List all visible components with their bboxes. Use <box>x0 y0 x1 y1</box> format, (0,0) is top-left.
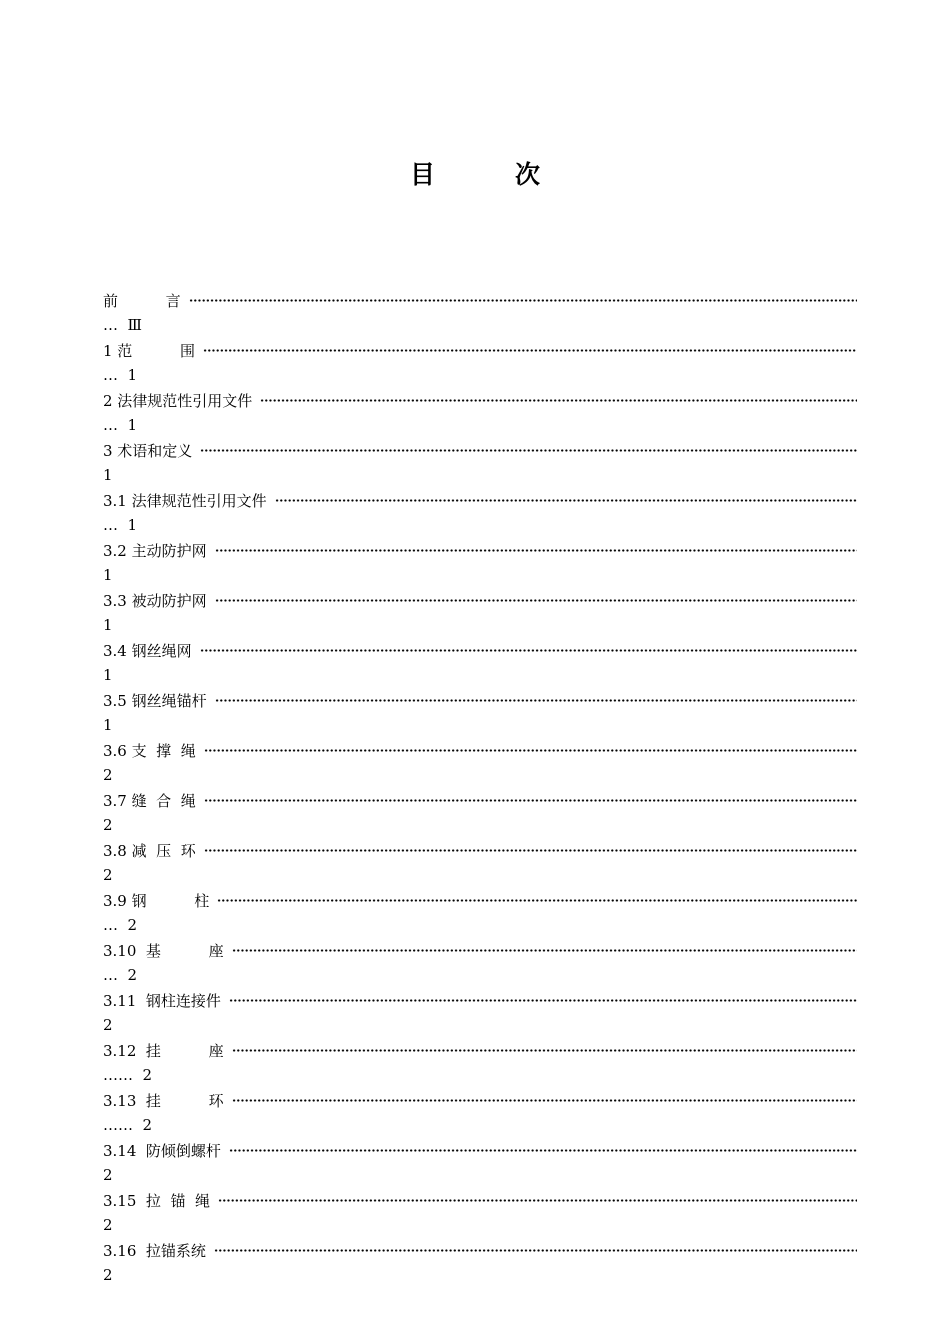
toc-entry-page: 2 <box>103 1216 113 1234</box>
toc-entry-title: 3.7 缝 合 绳 <box>103 792 196 810</box>
toc-dot-leader <box>204 788 857 813</box>
toc-entry-page: …… 2 <box>103 1066 153 1084</box>
toc-entry-page: 2 <box>103 766 113 784</box>
toc-entry-title: 1 范 围 <box>103 342 195 360</box>
toc-entry[interactable] <box>103 588 857 638</box>
toc-entry-title: 3.5 钢丝绳锚杆 <box>103 692 207 710</box>
toc-entry-page: 2 <box>103 866 113 884</box>
toc-entry-page: … 1 <box>103 516 138 534</box>
toc-dot-leader <box>232 1038 857 1063</box>
toc-entry-title: 3.4 钢丝绳网 <box>103 642 192 660</box>
toc-entry[interactable] <box>103 838 857 888</box>
toc-entry-page: 1 <box>103 616 113 634</box>
page-title <box>0 158 950 192</box>
toc-entry-title: 3.9 钢 柱 <box>103 892 210 910</box>
toc-entry[interactable] <box>103 1138 857 1188</box>
toc-entry[interactable] <box>103 488 857 538</box>
toc-entry[interactable] <box>103 1088 857 1138</box>
toc-dot-leader <box>214 1238 857 1263</box>
toc-entry-page: 1 <box>103 666 113 684</box>
toc-entry-page: … 1 <box>103 416 138 434</box>
toc-entry[interactable] <box>103 538 857 588</box>
toc-entry[interactable] <box>103 1038 857 1088</box>
toc-entry[interactable] <box>103 1188 857 1238</box>
title-spacer <box>435 158 515 192</box>
toc-entry-page: 2 <box>103 1166 113 1184</box>
toc-entry[interactable] <box>103 788 857 838</box>
title-right-char: 次 <box>515 160 541 189</box>
toc-entry-page: 2 <box>103 1266 113 1284</box>
toc-entry[interactable] <box>103 1238 857 1288</box>
toc-entry[interactable] <box>103 288 857 338</box>
toc-dot-leader <box>217 888 857 913</box>
toc-entry-page: 1 <box>103 716 113 734</box>
toc-entry-page: 1 <box>103 566 113 584</box>
toc-entry[interactable] <box>103 388 857 438</box>
toc-entry-title: 3.14 防倾倒螺杆 <box>103 1142 221 1160</box>
toc-dot-leader <box>204 838 857 863</box>
title-left-char: 目 <box>409 160 435 189</box>
toc-dot-leader <box>260 388 857 413</box>
toc-dot-leader <box>200 638 857 663</box>
toc-dot-leader <box>275 488 857 513</box>
toc-entry-page: …… 2 <box>103 1116 153 1134</box>
toc-entry-page: … Ⅲ <box>103 316 143 334</box>
toc-dot-leader <box>200 438 857 463</box>
toc-dot-leader <box>218 1188 857 1213</box>
toc-entry-title: 3.1 法律规范性引用文件 <box>103 492 267 510</box>
toc-entry-title: 3.15 拉 锚 绳 <box>103 1192 211 1210</box>
toc-entry[interactable] <box>103 888 857 938</box>
toc-entry-page: 1 <box>103 466 113 484</box>
table-of-contents <box>103 288 857 1288</box>
toc-entry[interactable] <box>103 438 857 488</box>
toc-entry[interactable] <box>103 988 857 1038</box>
toc-dot-leader <box>229 1138 857 1163</box>
toc-entry-page: 2 <box>103 1016 113 1034</box>
toc-entry-title: 3.3 被动防护网 <box>103 592 207 610</box>
toc-entry-page: … 2 <box>103 916 138 934</box>
toc-entry[interactable] <box>103 338 857 388</box>
toc-dot-leader <box>204 738 857 763</box>
toc-entry-title: 3.8 减 压 环 <box>103 842 196 860</box>
toc-entry-title: 前 言 <box>103 292 181 310</box>
toc-dot-leader <box>215 688 857 713</box>
toc-entry-title: 3.12 挂 座 <box>103 1042 224 1060</box>
toc-entry-page: … 1 <box>103 366 138 384</box>
toc-dot-leader <box>215 588 857 613</box>
toc-entry[interactable] <box>103 688 857 738</box>
toc-entry-title: 3.13 挂 环 <box>103 1092 224 1110</box>
toc-dot-leader <box>215 538 857 563</box>
toc-entry-title: 3.11 钢柱连接件 <box>103 992 221 1010</box>
toc-dot-leader <box>229 988 857 1013</box>
toc-dot-leader <box>203 338 857 363</box>
toc-entry[interactable] <box>103 938 857 988</box>
toc-entry-title: 3.16 拉锚系统 <box>103 1242 206 1260</box>
toc-entry-title: 3 术语和定义 <box>103 442 193 460</box>
toc-entry-title: 3.10 基 座 <box>103 942 224 960</box>
toc-dot-leader <box>189 288 857 313</box>
toc-entry[interactable] <box>103 738 857 788</box>
toc-entry[interactable] <box>103 638 857 688</box>
toc-dot-leader <box>232 1088 857 1113</box>
toc-dot-leader <box>232 938 857 963</box>
toc-entry-title: 2 法律规范性引用文件 <box>103 392 253 410</box>
toc-entry-page: 2 <box>103 816 113 834</box>
toc-entry-title: 3.6 支 撑 绳 <box>103 742 196 760</box>
toc-entry-page: … 2 <box>103 966 138 984</box>
toc-entry-title: 3.2 主动防护网 <box>103 542 207 560</box>
